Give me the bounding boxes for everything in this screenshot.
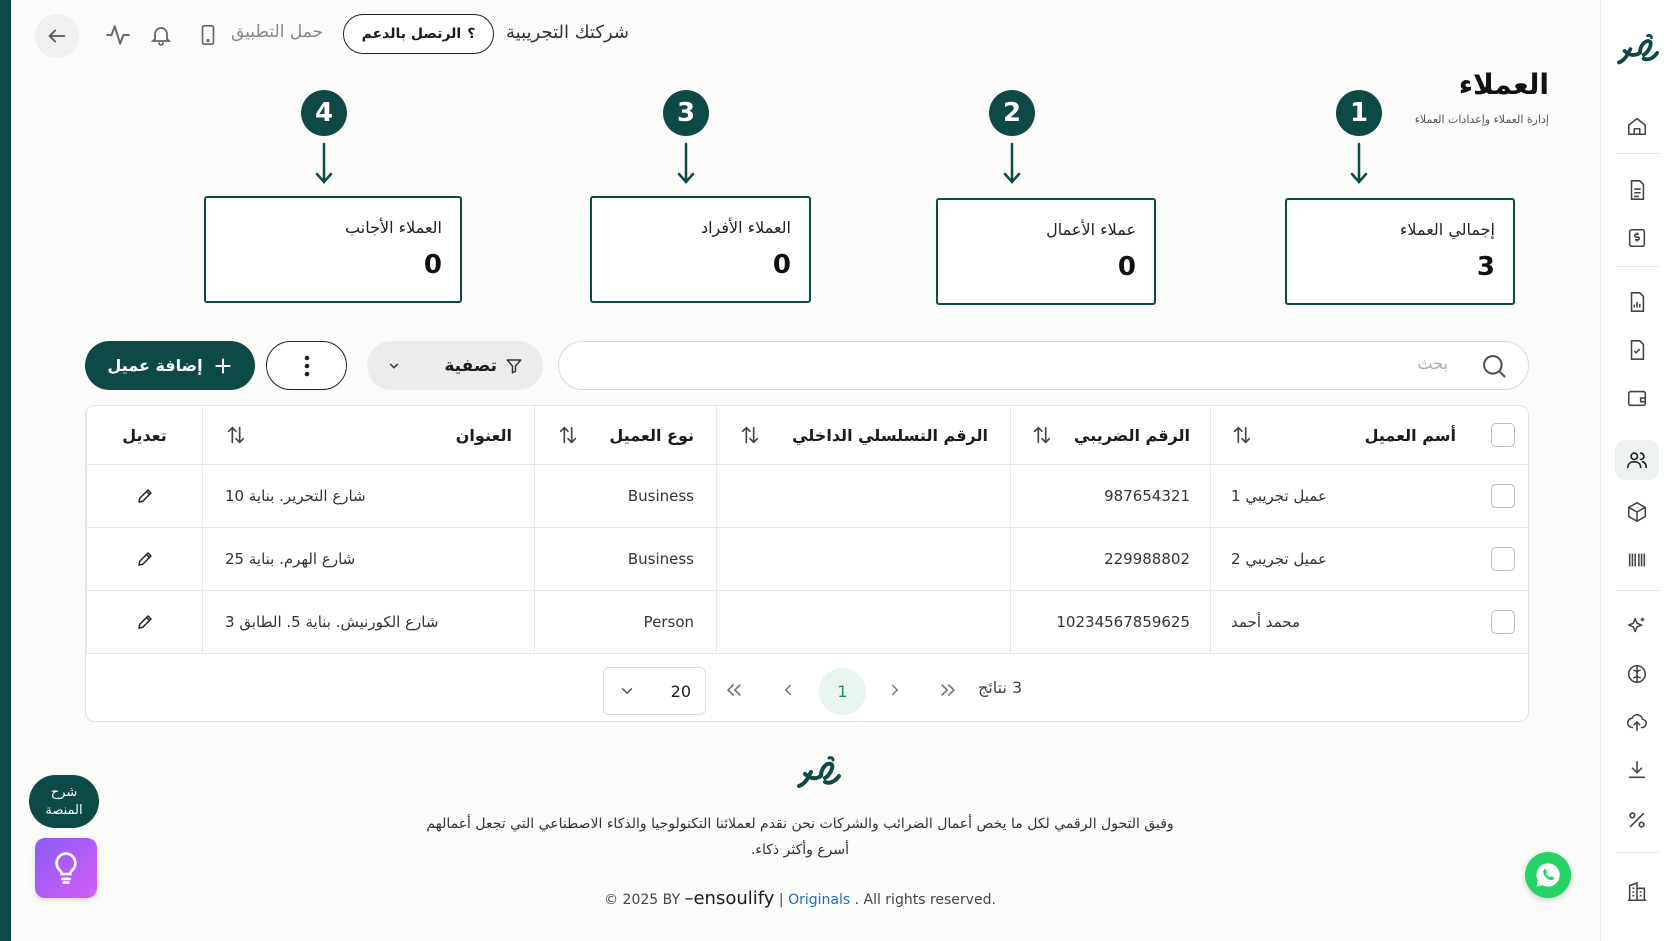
more-vertical-icon	[304, 355, 310, 377]
sidebar	[1600, 0, 1672, 941]
cell-customer-type: Business	[534, 465, 716, 527]
customers-table	[85, 405, 1529, 722]
sidebar-item-download[interactable]	[1615, 750, 1659, 790]
cell-tax-number: 987654321	[1010, 465, 1210, 527]
page-title: العملاء	[1458, 68, 1549, 101]
edit-button[interactable]	[86, 528, 202, 590]
edit-button[interactable]	[86, 591, 202, 653]
more-options-button[interactable]	[266, 341, 347, 390]
cell-internal-serial	[716, 465, 1010, 527]
cell-internal-serial	[716, 591, 1010, 653]
row-checkbox[interactable]	[1491, 484, 1515, 508]
tour-label-line-2: المنصة	[45, 802, 83, 818]
document-icon	[1626, 179, 1648, 201]
row-select-cell	[1476, 528, 1529, 590]
stat-card-business-customers	[936, 198, 1156, 305]
cloud-upload-icon	[1626, 711, 1648, 733]
chevron-left-icon	[779, 681, 797, 699]
sidebar-item-insights[interactable]	[1615, 654, 1659, 694]
sidebar-divider	[1615, 852, 1659, 853]
column-header-customer-type[interactable]: نوع العميل	[534, 406, 716, 464]
sidebar-item-products[interactable]	[1615, 492, 1659, 532]
company-name[interactable]: شركتك التجريبية	[506, 22, 629, 43]
cell-address: شارع الكورنيش. بناية 5. الطابق 3	[202, 591, 534, 653]
download-app-link[interactable]: حمل التطبيق	[231, 22, 324, 42]
sidebar-item-invoices[interactable]	[1615, 218, 1659, 258]
brain-icon	[1626, 663, 1648, 685]
add-customer-button[interactable]	[85, 341, 255, 390]
cell-customer-type: Person	[534, 591, 716, 653]
sidebar-item-customers[interactable]	[1615, 440, 1659, 480]
filter-dropdown[interactable]	[367, 341, 543, 390]
pencil-icon	[136, 550, 154, 568]
page-size-value: 20	[670, 681, 691, 701]
phone-icon	[197, 22, 219, 48]
search-input[interactable]	[628, 354, 1448, 373]
percent-icon	[1626, 809, 1648, 831]
home-icon	[1626, 115, 1648, 137]
chevron-down-icon	[387, 359, 401, 373]
top-bar	[11, 0, 1600, 68]
pagination	[86, 654, 1528, 722]
rights-text: . All rights reserved.	[854, 892, 996, 908]
building-icon	[1626, 881, 1648, 903]
copyright-separator: |	[778, 892, 784, 908]
row-select-cell	[1476, 465, 1529, 527]
table-row[interactable]	[86, 465, 1528, 528]
sort-icon	[739, 424, 761, 446]
lightbulb-icon	[51, 851, 81, 885]
sort-icon	[1231, 424, 1253, 446]
sparkles-icon	[1626, 615, 1648, 637]
brand-link[interactable]: –ensoulify	[684, 888, 775, 909]
stat-card-foreign-customers	[204, 196, 462, 303]
tour-label-line-1: شرح	[50, 784, 78, 800]
whatsapp-icon	[1534, 861, 1562, 889]
column-header-internal-serial[interactable]: الرقم التسلسلي الداخلي	[716, 406, 1010, 464]
step-marker-1: 1	[1336, 90, 1382, 136]
next-page-button[interactable]	[883, 678, 907, 702]
sort-icon	[557, 424, 579, 446]
sort-icon	[1031, 424, 1053, 446]
sort-icon	[225, 424, 247, 446]
download-app-button[interactable]	[193, 20, 223, 50]
column-header-name[interactable]: أسم العميل	[1210, 406, 1476, 464]
report-icon	[1626, 291, 1648, 313]
footer-description-line-2: أسرع وأكثر ذكاء.	[750, 842, 850, 858]
search-box[interactable]	[558, 341, 1529, 390]
select-all-cell	[1476, 406, 1529, 464]
support-label: الرتصل بالدعم	[361, 26, 462, 42]
step-marker-2: 2	[989, 90, 1035, 136]
stat-value: 0	[423, 250, 442, 280]
stat-card-individual-customers	[590, 196, 811, 303]
sidebar-divider	[1615, 590, 1659, 591]
tips-button[interactable]	[35, 838, 97, 898]
column-header-tax-number[interactable]: الرقم الضريبي	[1010, 406, 1210, 464]
down-arrow-icon	[314, 142, 334, 186]
copyright	[400, 888, 1200, 909]
chevrons-left-icon	[724, 680, 744, 700]
contact-support-button[interactable]	[343, 14, 494, 54]
last-page-button[interactable]	[936, 678, 960, 702]
page-subtitle: إدارة العملاء وإعدادات العملاء	[1414, 113, 1549, 126]
plus-icon	[213, 356, 233, 376]
filter-label: تصفية	[444, 355, 497, 376]
row-checkbox[interactable]	[1491, 610, 1515, 634]
table-row[interactable]	[86, 528, 1528, 591]
footer-description-line-1: وفيق التحول الرقمي لكل ما يخص أعمال الضرائب والشركات نحن نقدم لعملائنا التكنولوجيا والذكاء الاصطناعي التي تجعل أعمالهم	[426, 816, 1174, 832]
back-arrow-icon	[46, 25, 68, 47]
add-customer-label: إضافة عميل	[107, 356, 203, 375]
cell-customer-type: Business	[534, 528, 716, 590]
stat-label: إجمالي العملاء	[1399, 220, 1495, 239]
stat-label: العملاء الأجانب	[345, 218, 442, 237]
chevron-down-icon	[618, 682, 636, 700]
down-arrow-icon	[676, 142, 696, 186]
column-header-address[interactable]: العنوان	[202, 406, 534, 464]
table-row[interactable]	[86, 591, 1528, 654]
page-size-select[interactable]	[603, 667, 706, 715]
sidebar-item-taxes[interactable]	[1615, 800, 1659, 840]
sidebar-item-company[interactable]	[1615, 872, 1659, 912]
copyright-prefix: © 2025 BY	[604, 892, 681, 908]
app-logo	[1615, 30, 1661, 72]
cell-tax-number: 229988802	[1010, 528, 1210, 590]
sidebar-item-wallet[interactable]	[1615, 378, 1659, 418]
down-arrow-icon	[1349, 142, 1369, 186]
stat-card-total-customers	[1285, 198, 1515, 305]
box-icon	[1626, 501, 1648, 523]
sidebar-item-barcodes[interactable]	[1615, 540, 1659, 580]
page-1-button[interactable]: 1	[819, 668, 866, 715]
stat-label: العملاء الأفراد	[700, 218, 791, 237]
platform-tour-button[interactable]	[29, 775, 99, 828]
sidebar-item-upload[interactable]	[1615, 702, 1659, 742]
activity-icon	[105, 22, 131, 48]
barcode-icon	[1626, 549, 1648, 571]
cell-name: عميل تجريبي 1	[1210, 465, 1476, 527]
back-button[interactable]	[35, 14, 79, 58]
chevrons-right-icon	[938, 680, 958, 700]
step-marker-3: 3	[663, 90, 709, 136]
down-arrow-icon	[1002, 142, 1022, 186]
sidebar-item-reports[interactable]	[1615, 282, 1659, 322]
stat-value: 0	[772, 250, 791, 280]
cell-address: شارع الهرم. بناية 25	[202, 528, 534, 590]
first-page-button[interactable]	[722, 678, 746, 702]
sidebar-item-home[interactable]	[1615, 106, 1659, 146]
chevron-right-icon	[886, 681, 904, 699]
row-select-cell	[1476, 591, 1529, 653]
stat-value: 3	[1476, 252, 1495, 282]
sidebar-divider	[1615, 266, 1659, 267]
stat-value: 0	[1117, 252, 1136, 282]
select-all-checkbox[interactable]	[1491, 423, 1515, 447]
cell-tax-number: 10234567859625	[1010, 591, 1210, 653]
column-header-edit: تعديل	[86, 406, 202, 464]
users-icon	[1626, 449, 1648, 471]
question-icon: ؟	[467, 26, 476, 42]
sidebar-item-approvals[interactable]	[1615, 330, 1659, 370]
row-checkbox[interactable]	[1491, 547, 1515, 571]
filter-icon	[505, 357, 523, 375]
whatsapp-button[interactable]	[1525, 852, 1571, 898]
edit-button[interactable]	[86, 465, 202, 527]
sidebar-item-ai[interactable]	[1615, 606, 1659, 646]
cell-name: عميل تجريبي 2	[1210, 528, 1476, 590]
cell-name: محمد أحمد	[1210, 591, 1476, 653]
search-icon	[1480, 352, 1508, 380]
pencil-icon	[136, 613, 154, 631]
sidebar-item-documents[interactable]	[1615, 170, 1659, 210]
accent-strip	[0, 0, 11, 941]
sidebar-divider	[1615, 153, 1659, 154]
results-count: 3 نتائج	[978, 678, 1023, 697]
notifications-button[interactable]	[146, 20, 176, 50]
bell-icon	[149, 23, 173, 47]
download-icon	[1626, 759, 1648, 781]
invoice-icon	[1626, 227, 1648, 249]
wallet-icon	[1626, 387, 1648, 409]
stat-label: عملاء الأعمال	[1046, 220, 1136, 239]
step-marker-4: 4	[301, 90, 347, 136]
previous-page-button[interactable]	[776, 678, 800, 702]
cell-address: شارع التحرير. بناية 10	[202, 465, 534, 527]
cell-internal-serial	[716, 528, 1010, 590]
activity-button[interactable]	[103, 20, 133, 50]
checklist-icon	[1626, 339, 1648, 361]
table-header-row	[86, 406, 1528, 465]
pencil-icon	[136, 487, 154, 505]
footer-logo	[795, 752, 843, 796]
originals-link[interactable]: Originals	[788, 892, 851, 908]
